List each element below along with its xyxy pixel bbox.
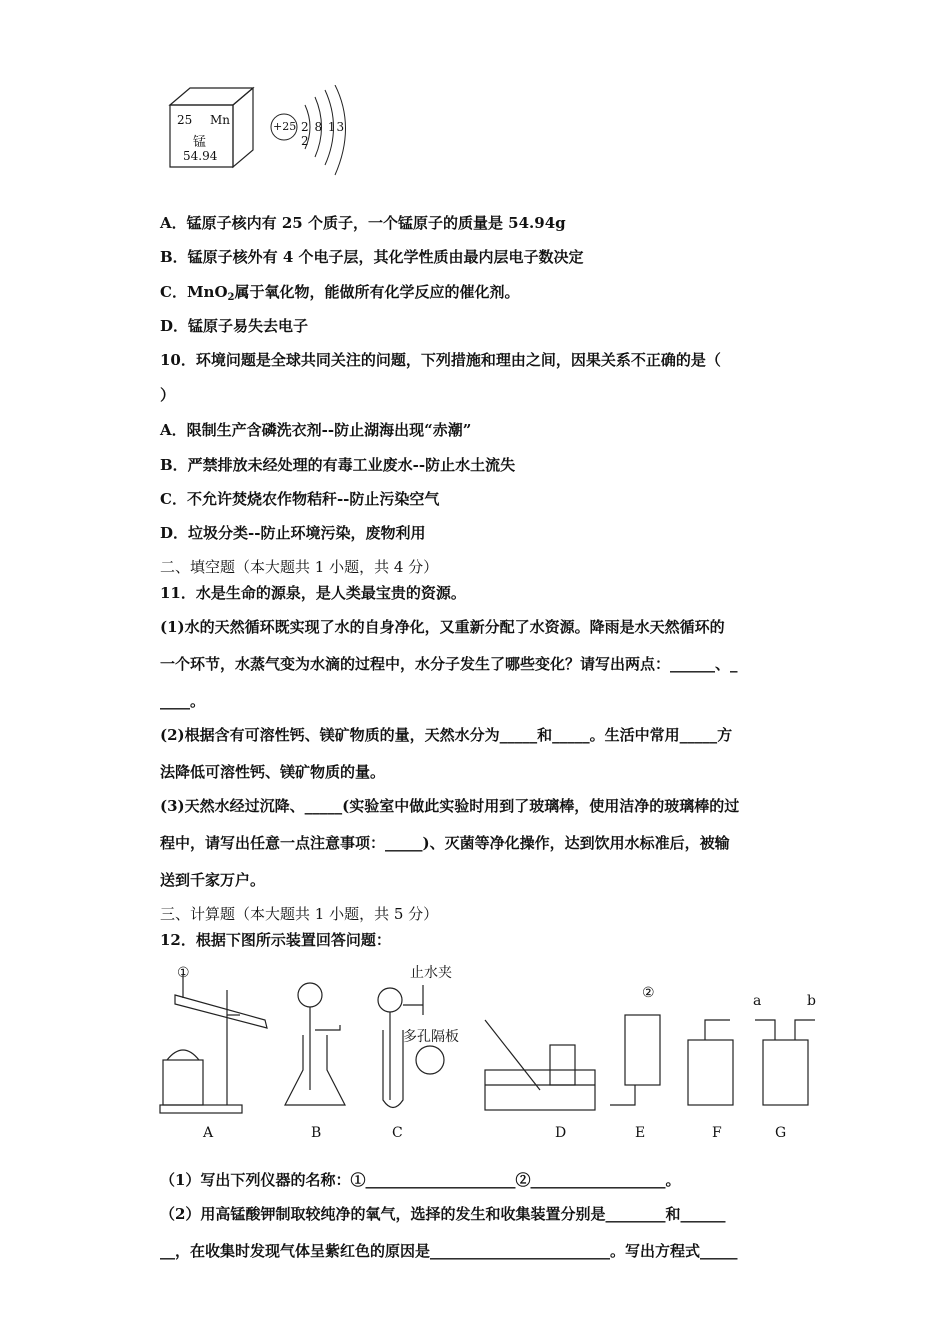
q12-part-1: （1）写出下列仪器的名称：①____________________②__________________。 bbox=[160, 1171, 681, 1189]
q9-option-c bbox=[160, 281, 520, 303]
q11-p1-line2: 一个环节，水蒸气变为水滴的过程中，水分子发生了哪些变化？请写出两点：______、_ bbox=[160, 655, 738, 673]
apparatus-figure bbox=[155, 960, 825, 1145]
atomic-mass: 54.94 bbox=[183, 149, 218, 163]
q12-part-2-line1: （2）用高锰酸钾制取较纯净的氧气，选择的发生和收集装置分别是________和______ bbox=[160, 1205, 726, 1223]
q10-option-b: B．严禁排放未经处理的有毒工业废水--防止水土流失 bbox=[160, 456, 516, 474]
q9-option-a: A．锰原子核内有 25 个质子，一个锰原子的质量是 54.94g bbox=[160, 214, 566, 232]
q11-p2-line1: (2)根据含有可溶性钙、镁矿物质的量，天然水分为_____和_____。生活中常用_____方 bbox=[160, 726, 733, 744]
label-a: a bbox=[753, 993, 762, 1009]
nucleus-charge: +25 bbox=[273, 120, 297, 133]
q11-p3-line1: (3)天然水经过沉降、_____(实验室中做此实验时用到了玻璃棒，使用洁净的玻璃棒的过 bbox=[160, 797, 740, 815]
q11-p3-line2: 程中，请写出任意一点注意事项：_____)、灭菌等净化操作，达到饮用水标准后，被输 bbox=[160, 834, 730, 852]
q9-c-sub: 2 bbox=[227, 292, 235, 303]
q9-c-post: 属于氧化物，能做所有化学反应的催化剂。 bbox=[234, 283, 520, 301]
q9-option-b: B．锰原子核外有 4 个电子层，其化学性质由最内层电子数决定 bbox=[160, 248, 584, 266]
q10-option-d: D．垃圾分类--防止环境污染，废物利用 bbox=[160, 524, 426, 542]
element-name: 锰 bbox=[193, 135, 207, 150]
q11-p1-line1: (1)水的天然循环既实现了水的自身净化，又重新分配了水资源。降雨是水天然循环的 bbox=[160, 618, 725, 636]
label-G: G bbox=[775, 1125, 787, 1141]
q9-c-pre: C．MnO bbox=[160, 283, 228, 301]
label-b: b bbox=[807, 993, 816, 1009]
electron-shells: 2 8 13 2 bbox=[301, 120, 346, 148]
q11-p2-line2: 法降低可溶性钙、镁矿物质的量。 bbox=[160, 763, 386, 781]
label-E: E bbox=[635, 1125, 646, 1141]
label-circle-2: ② bbox=[642, 985, 655, 1001]
apparatus-drawing bbox=[155, 960, 825, 1145]
q10-stem-2: ） bbox=[160, 386, 176, 404]
q12-stem: 12．根据下图所示装置回答问题： bbox=[160, 931, 391, 949]
label-B: B bbox=[311, 1125, 322, 1141]
label-clamp: 止水夹 bbox=[410, 965, 452, 981]
q12-part-2-line2: __，在收集时发现气体呈紫红色的原因是________________________。写出方程式_____ bbox=[160, 1242, 738, 1260]
label-D: D bbox=[555, 1125, 567, 1141]
label-A: A bbox=[203, 1125, 214, 1141]
q11-stem: 11．水是生命的源泉，是人类最宝贵的资源。 bbox=[160, 584, 466, 602]
label-C: C bbox=[392, 1125, 403, 1141]
label-porous-plate: 多孔隔板 bbox=[403, 1029, 459, 1045]
section-3-heading: 三、计算题（本大题共 1 小题，共 5 分） bbox=[160, 905, 439, 923]
q10-option-a: A．限制生产含磷洗衣剂--防止湖海出现“赤潮” bbox=[160, 421, 472, 439]
label-circle-1: ① bbox=[177, 965, 190, 981]
element-symbol: Mn bbox=[210, 113, 231, 127]
section-2-heading: 二、填空题（本大题共 1 小题，共 4 分） bbox=[160, 558, 439, 576]
manganese-figure bbox=[165, 85, 355, 185]
q11-p3-line3: 送到千家万户。 bbox=[160, 871, 266, 889]
label-F: F bbox=[712, 1125, 722, 1141]
atomic-number: 25 bbox=[177, 113, 193, 127]
q9-option-d: D．锰原子易失去电子 bbox=[160, 317, 309, 335]
q11-p1-line3: ____。 bbox=[160, 692, 206, 710]
q10-stem-1: 10．环境问题是全球共同关注的问题，下列措施和理由之间，因果关系不正确的是（ bbox=[160, 351, 721, 369]
q10-option-c: C．不允许焚烧农作物秸秆--防止污染空气 bbox=[160, 490, 440, 508]
